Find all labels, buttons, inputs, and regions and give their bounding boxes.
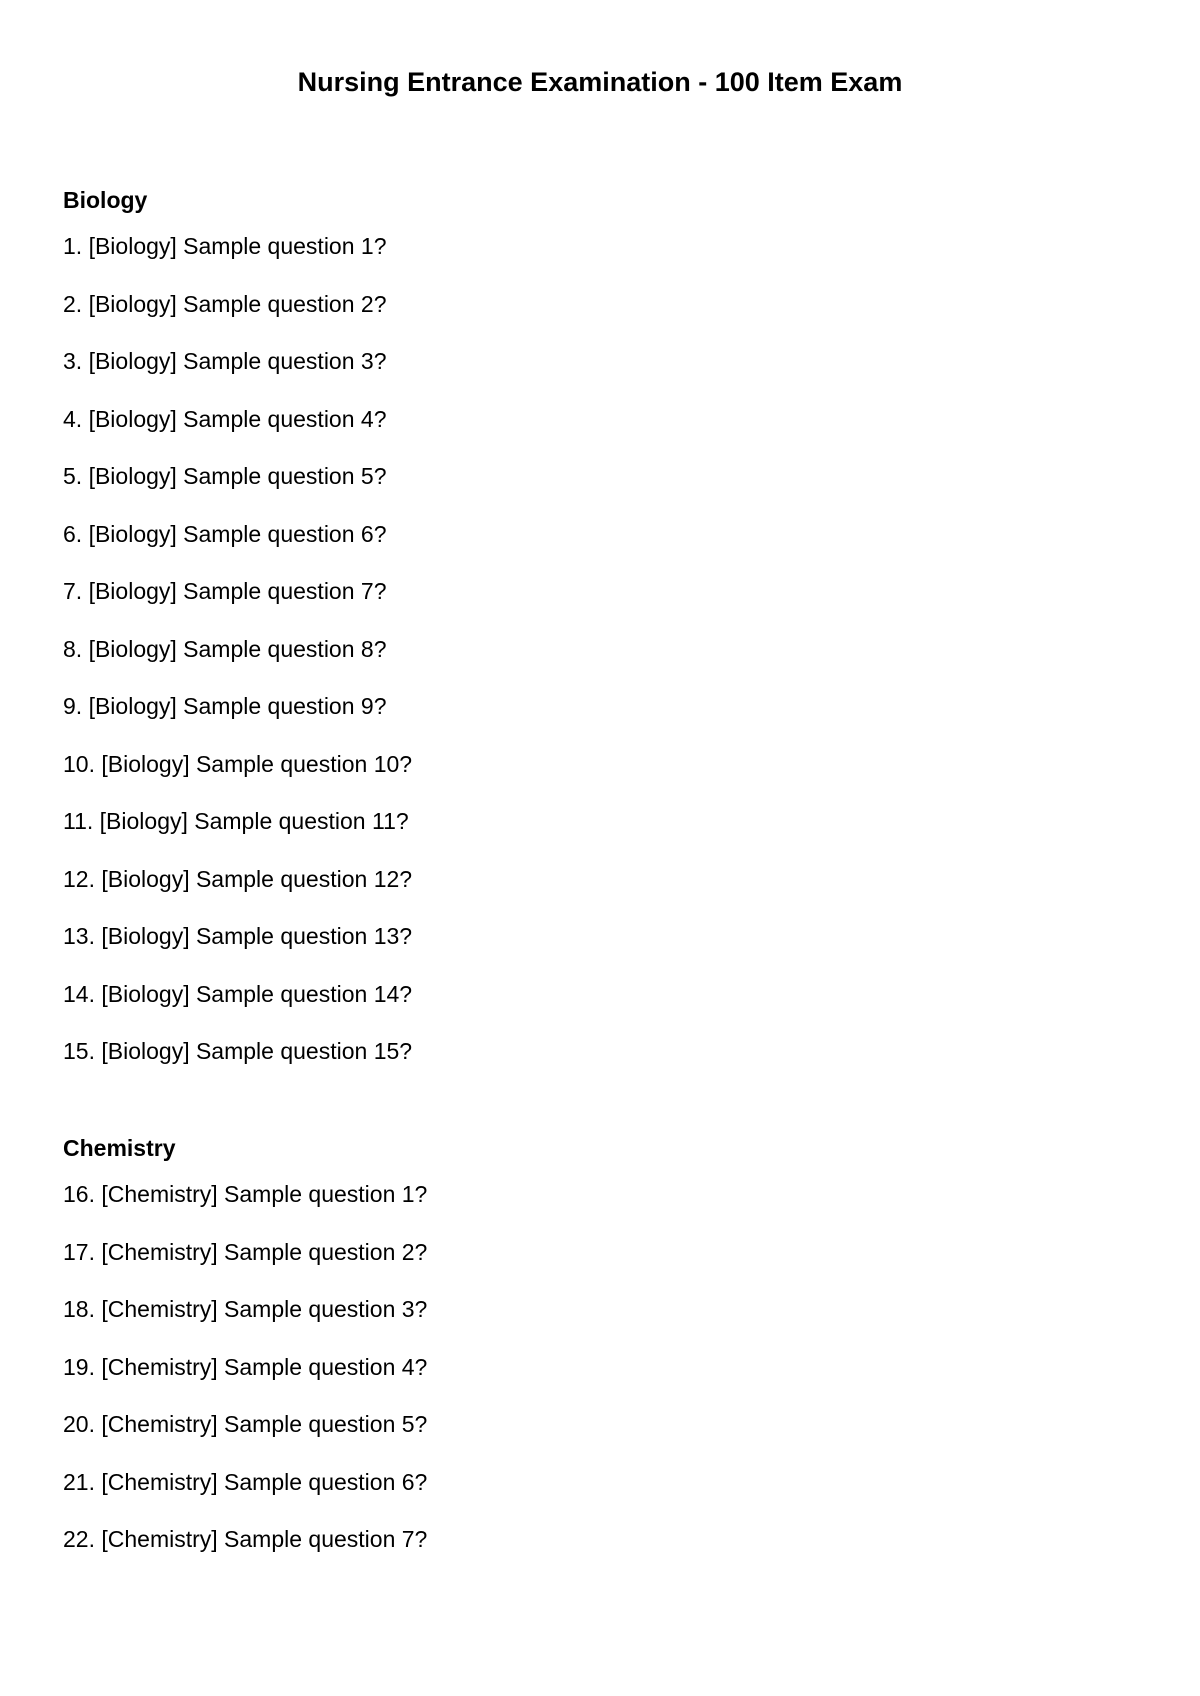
- question-item: 15. [Biology] Sample question 15?: [63, 1038, 413, 1064]
- section-biology: [63, 186, 1137, 1095]
- question-list: [63, 232, 1137, 1065]
- question-item: 14. [Biology] Sample question 14?: [63, 980, 413, 1007]
- page-title: Nursing Entrance Examination - 100 Item Exam: [297, 67, 903, 97]
- question-item: 8. [Biology] Sample question 8?: [63, 635, 387, 662]
- question-item: 16. [Chemistry] Sample question 1?: [63, 1181, 428, 1207]
- question-item: 22. [Chemistry] Sample question 7?: [63, 1526, 428, 1552]
- question-item: 2. [Biology] Sample question 2?: [63, 290, 387, 317]
- question-item: 19. [Chemistry] Sample question 4?: [63, 1353, 428, 1380]
- question-item: 3. [Biology] Sample question 3?: [63, 348, 387, 374]
- question-item: 1. [Biology] Sample question 1?: [63, 233, 387, 259]
- question-item: 7. [Biology] Sample question 7?: [63, 578, 387, 604]
- question-list: [63, 1180, 1137, 1553]
- section-chemistry: [63, 1134, 1137, 1583]
- question-item: 4. [Biology] Sample question 4?: [63, 405, 387, 432]
- question-item: 21. [Chemistry] Sample question 6?: [63, 1468, 428, 1495]
- question-item: 12. [Biology] Sample question 12?: [63, 865, 413, 892]
- question-item: 10. [Biology] Sample question 10?: [63, 750, 413, 777]
- question-item: 20. [Chemistry] Sample question 5?: [63, 1411, 428, 1437]
- section-heading: Chemistry: [63, 1135, 176, 1161]
- question-item: 18. [Chemistry] Sample question 3?: [63, 1296, 428, 1322]
- question-item: 11. [Biology] Sample question 11?: [63, 808, 409, 834]
- question-item: 9. [Biology] Sample question 9?: [63, 693, 387, 719]
- question-item: 5. [Biology] Sample question 5?: [63, 463, 387, 489]
- question-item: 6. [Biology] Sample question 6?: [63, 520, 387, 547]
- section-heading: Biology: [63, 187, 148, 213]
- question-item: 17. [Chemistry] Sample question 2?: [63, 1238, 428, 1265]
- question-item: 13. [Biology] Sample question 13?: [63, 923, 413, 949]
